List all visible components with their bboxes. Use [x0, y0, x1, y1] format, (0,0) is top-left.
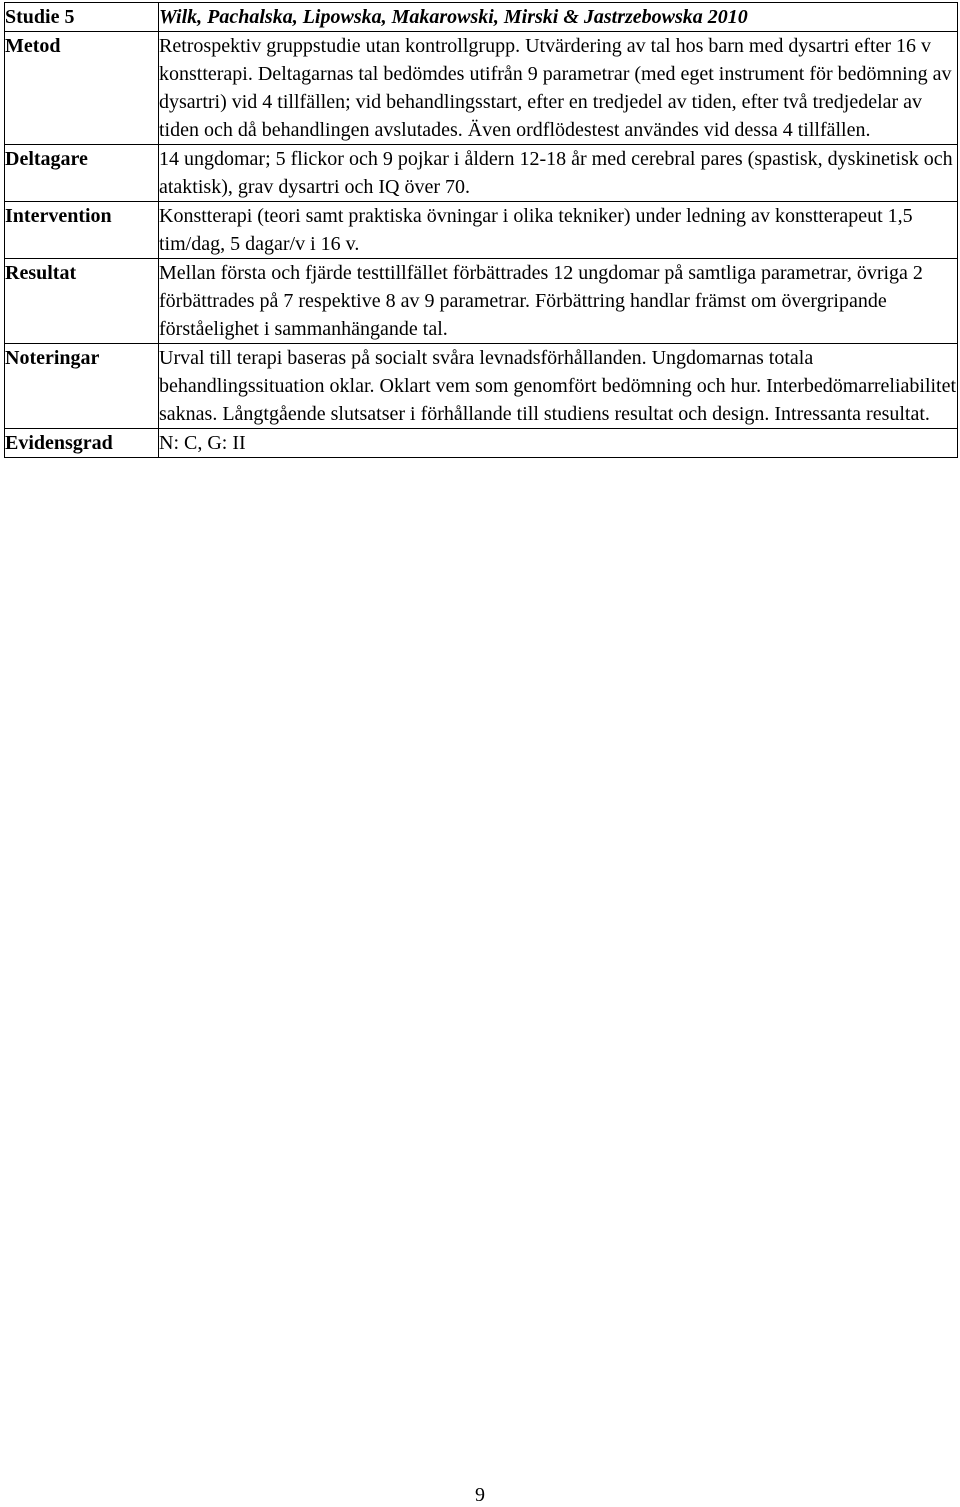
- row-label-deltagare: Deltagare: [5, 145, 159, 202]
- row-label-resultat: Resultat: [5, 259, 159, 344]
- row-label-evidensgrad: Evidensgrad: [5, 429, 159, 458]
- table-row-evidensgrad: [5, 429, 958, 458]
- row-label-metod: Metod: [5, 32, 159, 145]
- row-content-evidensgrad: N: C, G: II: [159, 429, 958, 458]
- row-content-deltagare: 14 ungdomar; 5 flickor och 9 pojkar i åldern 12-18 år med cerebral pares (spastisk, dyskinetisk och ataktisk), grav dysartri och IQ över 70.: [159, 145, 958, 202]
- table-row-resultat: [5, 259, 958, 344]
- study-summary-table: [4, 2, 958, 458]
- table-row-studie: [5, 3, 958, 32]
- row-content-resultat: Mellan första och fjärde testtillfället förbättrades 12 ungdomar på samtliga parametrar, övriga 2 förbättrades på 7 respektive 8 av 9 parametrar. Förbättring handlar främst om övergripande förståelighet i sammanhängande tal.: [159, 259, 958, 344]
- row-content-noteringar: Urval till terapi baseras på socialt svåra levnadsförhållanden. Ungdomarnas totala behandlingssituation oklar. Oklart vem som genomfört bedömning och hur. Interbedömarreliabilitet saknas. Långtgående slutsatser i förhållande till studiens resultat och design. Intressanta resultat.: [159, 344, 958, 429]
- row-label-intervention: Intervention: [5, 202, 159, 259]
- table-row-noteringar: [5, 344, 958, 429]
- row-content-intervention: Konstterapi (teori samt praktiska övningar i olika tekniker) under ledning av konstterapeut 1,5 tim/dag, 5 dagar/v i 16 v.: [159, 202, 958, 259]
- table-row-deltagare: [5, 145, 958, 202]
- page-number: 9: [475, 1484, 485, 1506]
- row-label-studie: Studie 5: [5, 3, 159, 32]
- row-label-noteringar: Noteringar: [5, 344, 159, 429]
- table-row-intervention: [5, 202, 958, 259]
- table-row-metod: [5, 32, 958, 145]
- row-content-metod: Retrospektiv gruppstudie utan kontrollgrupp. Utvärdering av tal hos barn med dysartri efter 16 v konstterapi. Deltagarnas tal bedömdes utifrån 9 parametrar (med eget instrument för bedömning av dysartri) vid 4 tillfällen; vid behandlingsstart, efter en tredjedel av tiden, efter två tredjedelar av tiden och då behandlingen avslutades. Även ordflödestest användes vid dessa 4 tillfällen.: [159, 32, 958, 145]
- study-authors: Wilk, Pachalska, Lipowska, Makarowski, Mirski & Jastrzebowska 2010: [159, 3, 958, 32]
